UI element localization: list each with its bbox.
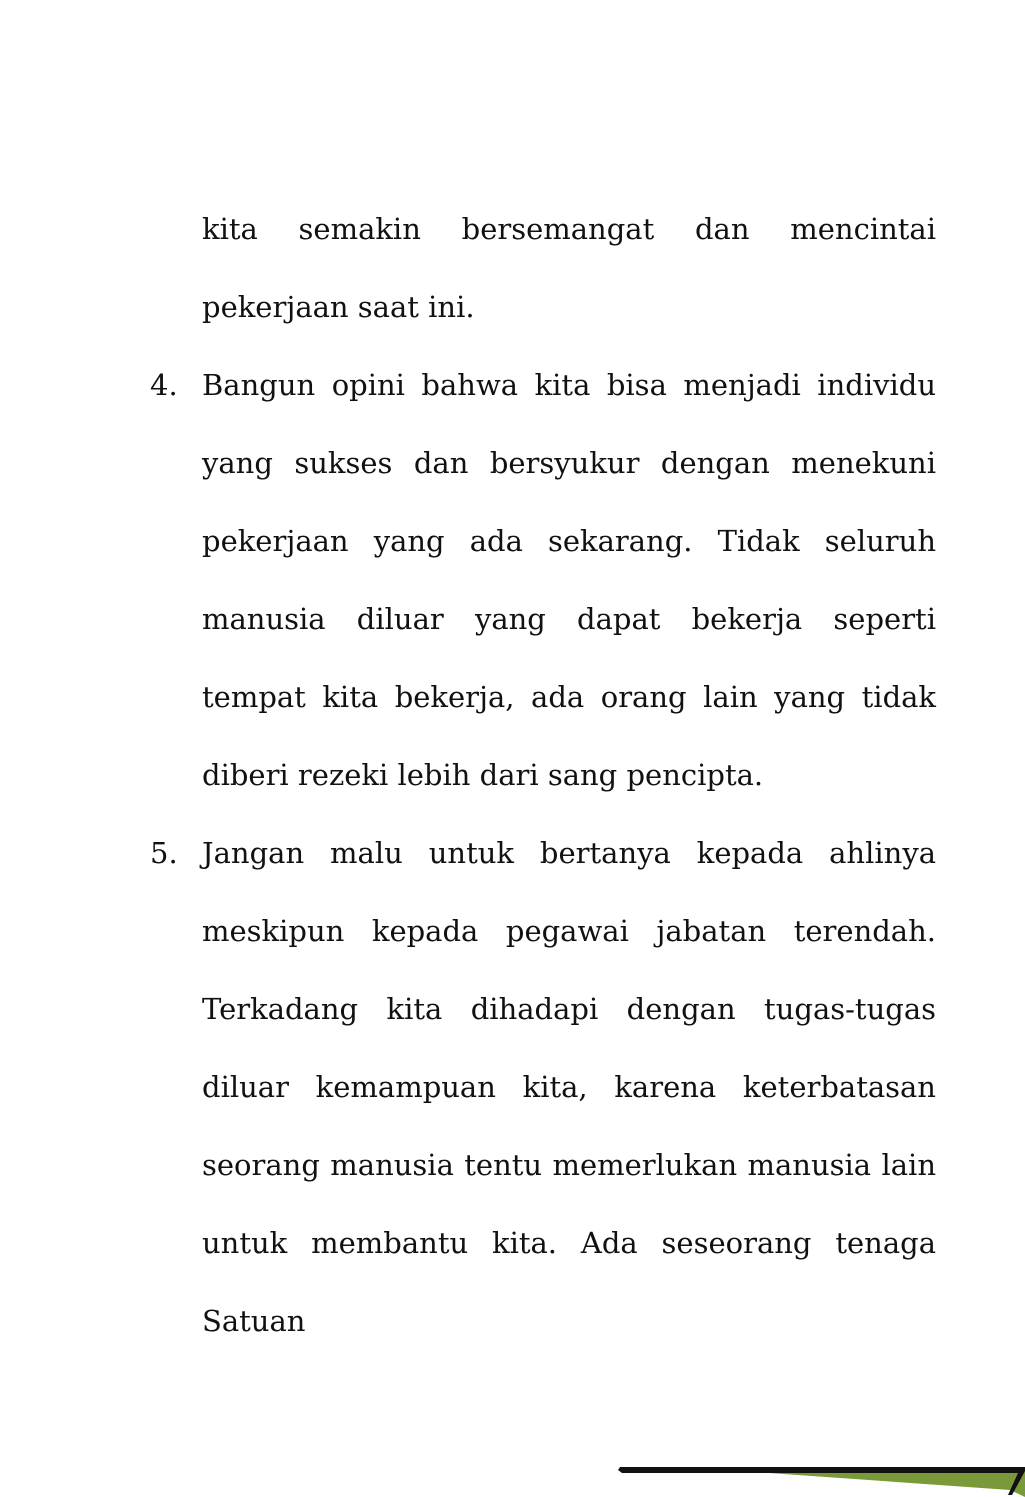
list-item-number: 4. (150, 368, 178, 402)
list-item (150, 346, 936, 814)
continuation-paragraph: kita semakin bersemangat dan mencintai pekerjaan saat ini. (202, 212, 936, 324)
list-item-text: Jangan malu untuk bertanya kepada ahlinya meskipun kepada pegawai jabatan terendah. Terkadang kita dihadapi dengan tugas-tugas diluar kemampuan kita, karena keterbatasan seorang manusia tentu memerlukan manusia lain untuk membantu kita. Ada seseorang tenaga Satuan (202, 836, 936, 1338)
footer-accent-shape (712, 1469, 1025, 1497)
list-item-text: Bangun opini bahwa kita bisa menjadi individu yang sukses dan bersyukur dengan menekuni pekerjaan yang ada sekarang. Tidak seluruh manusia diluar yang dapat bekerja seperti tempat kita bekerja, ada orang lain yang tidak diberi rezeki lebih dari sang pencipta. (202, 368, 936, 792)
list-item (150, 814, 936, 1360)
footer-line (618, 1467, 1025, 1495)
list-item-number: 5. (150, 836, 178, 870)
document-body (150, 190, 936, 1360)
